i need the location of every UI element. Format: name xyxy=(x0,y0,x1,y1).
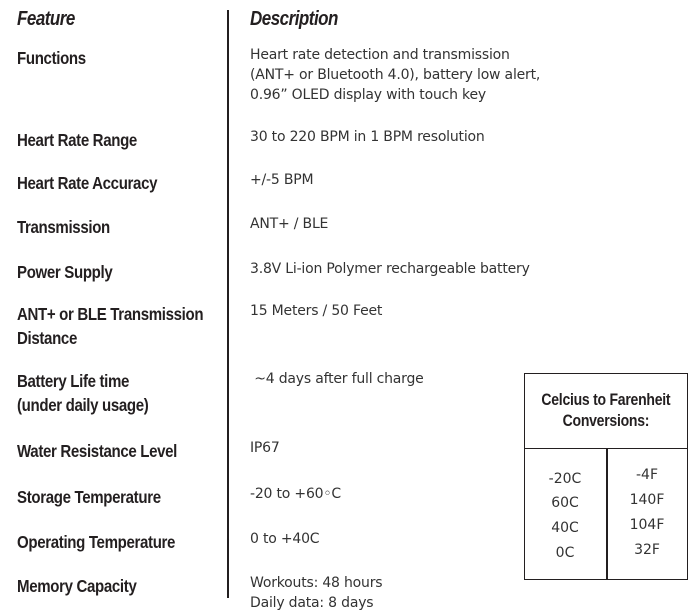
celsius-value: 40C xyxy=(551,520,579,536)
feature-label-water-resistance: Water Resistance Level xyxy=(17,441,178,461)
description-water-resistance: IP67 xyxy=(250,440,280,456)
description-transmission-distance: 15 Meters / 50 Feet xyxy=(250,303,383,319)
feature-label-heart-rate-accuracy: Heart Rate Accuracy xyxy=(17,173,158,193)
feature-label-storage-temperature: Storage Temperature xyxy=(17,487,161,507)
feature-label-transmission: Transmission xyxy=(17,217,110,237)
feature-column-header: Feature xyxy=(17,8,75,30)
description-column-header: Description xyxy=(250,8,338,30)
feature-label-transmission-distance: ANT+ or BLE Transmission Distance xyxy=(17,304,204,348)
description-heart-rate-range: 30 to 220 BPM in 1 BPM resolution xyxy=(250,129,485,145)
fahrenheit-value: 32F xyxy=(634,542,660,558)
celsius-value: 0C xyxy=(555,545,575,561)
feature-label-power-supply: Power Supply xyxy=(17,262,113,282)
fahrenheit-value: 140F xyxy=(629,492,665,508)
description-heart-rate-accuracy: +/-5 BPM xyxy=(250,172,314,188)
description-battery-life: ~4 days after full charge xyxy=(250,371,424,387)
description-storage-temperature: -20 to +60◦C xyxy=(250,486,341,502)
celsius-value: 60C xyxy=(551,495,579,511)
conversion-box-title: Celcius to Farenheit Conversions: xyxy=(525,374,687,449)
feature-label-memory-capacity: Memory Capacity xyxy=(17,576,137,596)
feature-label-battery-life: Battery Life time (under daily usage) xyxy=(17,371,149,415)
description-functions: Heart rate detection and transmission (ANT+ or Bluetooth 4.0), battery low alert, 0.96” OLED display with touch key xyxy=(250,47,541,103)
description-operating-temperature: 0 to +40C xyxy=(250,531,320,547)
column-divider xyxy=(227,10,229,598)
description-transmission: ANT+ / BLE xyxy=(250,216,329,232)
celsius-value: -20C xyxy=(548,471,582,487)
description-memory-capacity: Workouts: 48 hours Daily data: 8 days xyxy=(250,575,383,611)
fahrenheit-value: 104F xyxy=(629,517,665,533)
feature-label-functions: Functions xyxy=(17,48,86,68)
feature-label-heart-rate-range: Heart Rate Range xyxy=(17,130,137,150)
feature-label-operating-temperature: Operating Temperature xyxy=(17,532,176,552)
description-power-supply: 3.8V Li-ion Polymer rechargeable battery xyxy=(250,261,530,277)
fahrenheit-value: -4F xyxy=(635,467,658,483)
celsius-fahrenheit-conversion-box xyxy=(524,373,688,580)
